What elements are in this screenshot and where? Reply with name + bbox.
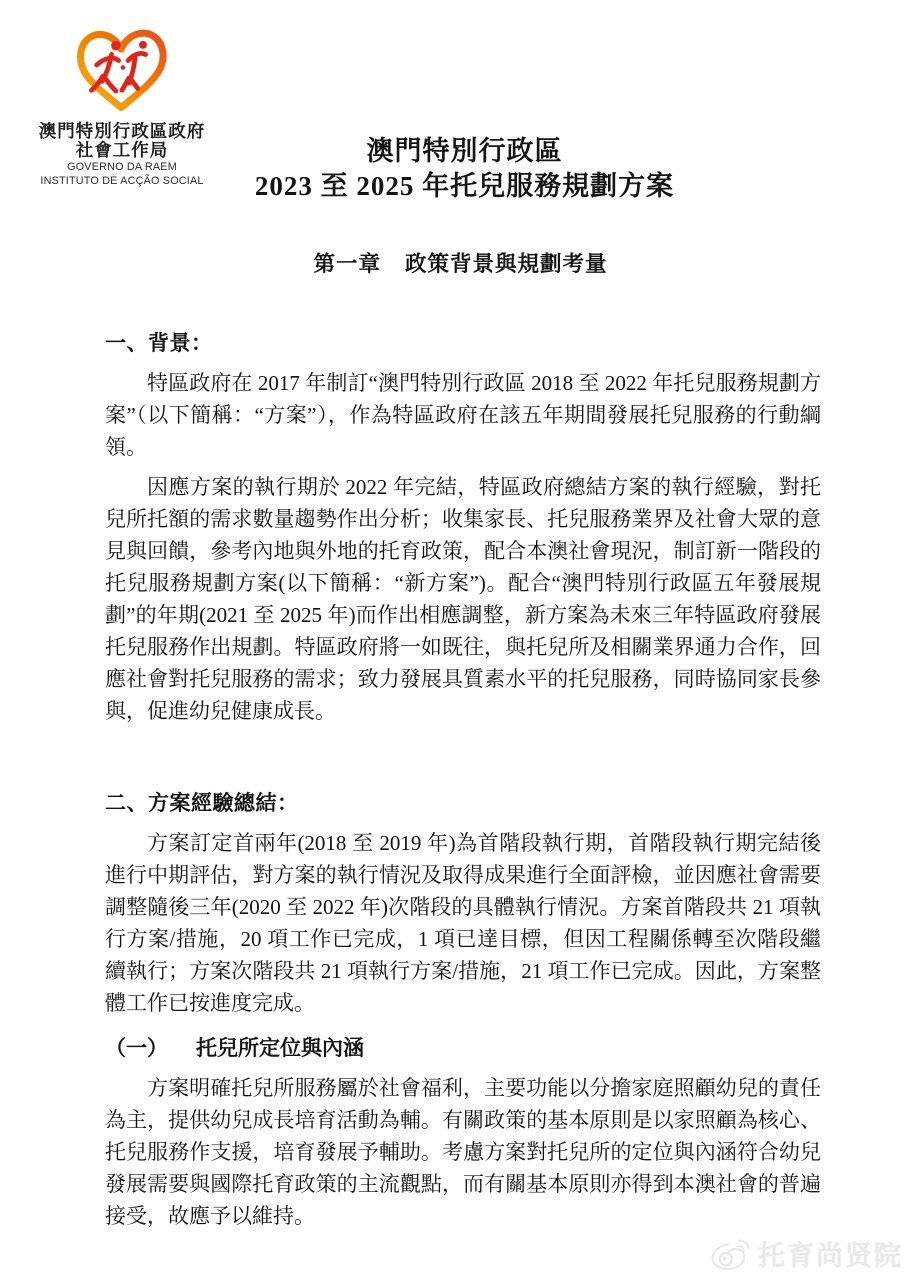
subsection-1-paragraph-1: 方案明確托兒所服務屬於社會福利，主要功能以分擔家庭照顧幼兒的責任為主，提供幼兒成長培育活動為輔。有關政策的基本原則是以家照顧為核心、托兒服務作支援，培育發展予輔助。考慮方案對托兒所的定位與內涵符合幼兒發展需要與國際托育政策的主流觀點，而有關基本原則亦得到本澳社會的普遍接受，故應予以維持。 [105,1076,821,1228]
document-body [105,327,821,1232]
agency-name-zh-line2: 社會工作局 [75,140,169,160]
document-title-line2: 2023 至 2025 年托兒服務規劃方案 [254,171,675,201]
watermark-text: 托育尚贤院 [758,1241,903,1271]
subsection-1-heading [105,1032,821,1064]
watermark [710,1234,903,1273]
section-1-paragraph-2: 因應方案的執行期於 2022 年完結，特區政府總結方案的執行經驗，對托兒所托額的需求數量趨勢作出分析；收集家長、托兒服務業界及社會大眾的意見與回饋，參考內地與外地的托育政策，配合本澳社會現況，制訂新一階段的托兒服務規劃方案(以下簡稱：“新方案”)。配合“澳門特別行政區五年發展規劃”的年期(2021 至 2025 年)而作出相應調整，新方案為未來三年特區政府發展托兒服務作出規劃。特區政府將一如既往，與托兒所及相關業界通力合作，回應社會對托兒服務的需求；致力發展具質素水平的托兒服務，同時協同家長參與，促進幼兒健康成長。 [105,475,821,723]
chapter-heading [0,247,911,278]
agency-name-zh-line1: 澳門特別行政區政府 [38,121,206,141]
document-title [0,134,911,204]
section-2-heading: 二、方案經驗總結： [105,791,299,815]
heart-with-figures-icon [74,26,170,116]
section-1-paragraph-1: 特區政府在 2017 年制訂“澳門特別行政區 2018 至 2022 年托兒服務規劃方案”（以下簡稱：“方案”），作為特區政府在該五年期間發展托兒服務的行動綱領。 [105,371,821,459]
weibo-icon [710,1235,752,1273]
chapter-name: 政策背景與規劃考量 [405,252,608,276]
document-title-line1: 澳門特別行政區 [366,136,563,166]
section-1-heading: 一、背景： [105,331,213,355]
agency-name-pt-line2: INSTITUTO DE ACÇÃO SOCIAL [40,174,204,187]
subsection-1-title: 托兒所定位與內涵 [196,1036,364,1060]
agency-name-pt-line1: GOVERNO DA RAEM [67,161,177,173]
chapter-number: 第一章 [313,252,381,276]
section-2-paragraph-1: 方案訂定首兩年(2018 至 2019 年)為首階段執行期，首階段執行期完結後進行中期評估，對方案的執行情況及取得成果進行全面評檢，並因應社會需要調整隨後三年(2020 至 2022 年)次階段的具體執行情況。方案首階段共 21 項執行方案/措施，20 項工作已完成，1 項已達目標，但因工程關係轉至次階段繼續執行；方案次階段共 21 項執行方案/措施，21 項工作已完成。因此，方案整體工作已按進度完成。 [105,831,821,1015]
subsection-1-number: （一） [105,1036,168,1060]
